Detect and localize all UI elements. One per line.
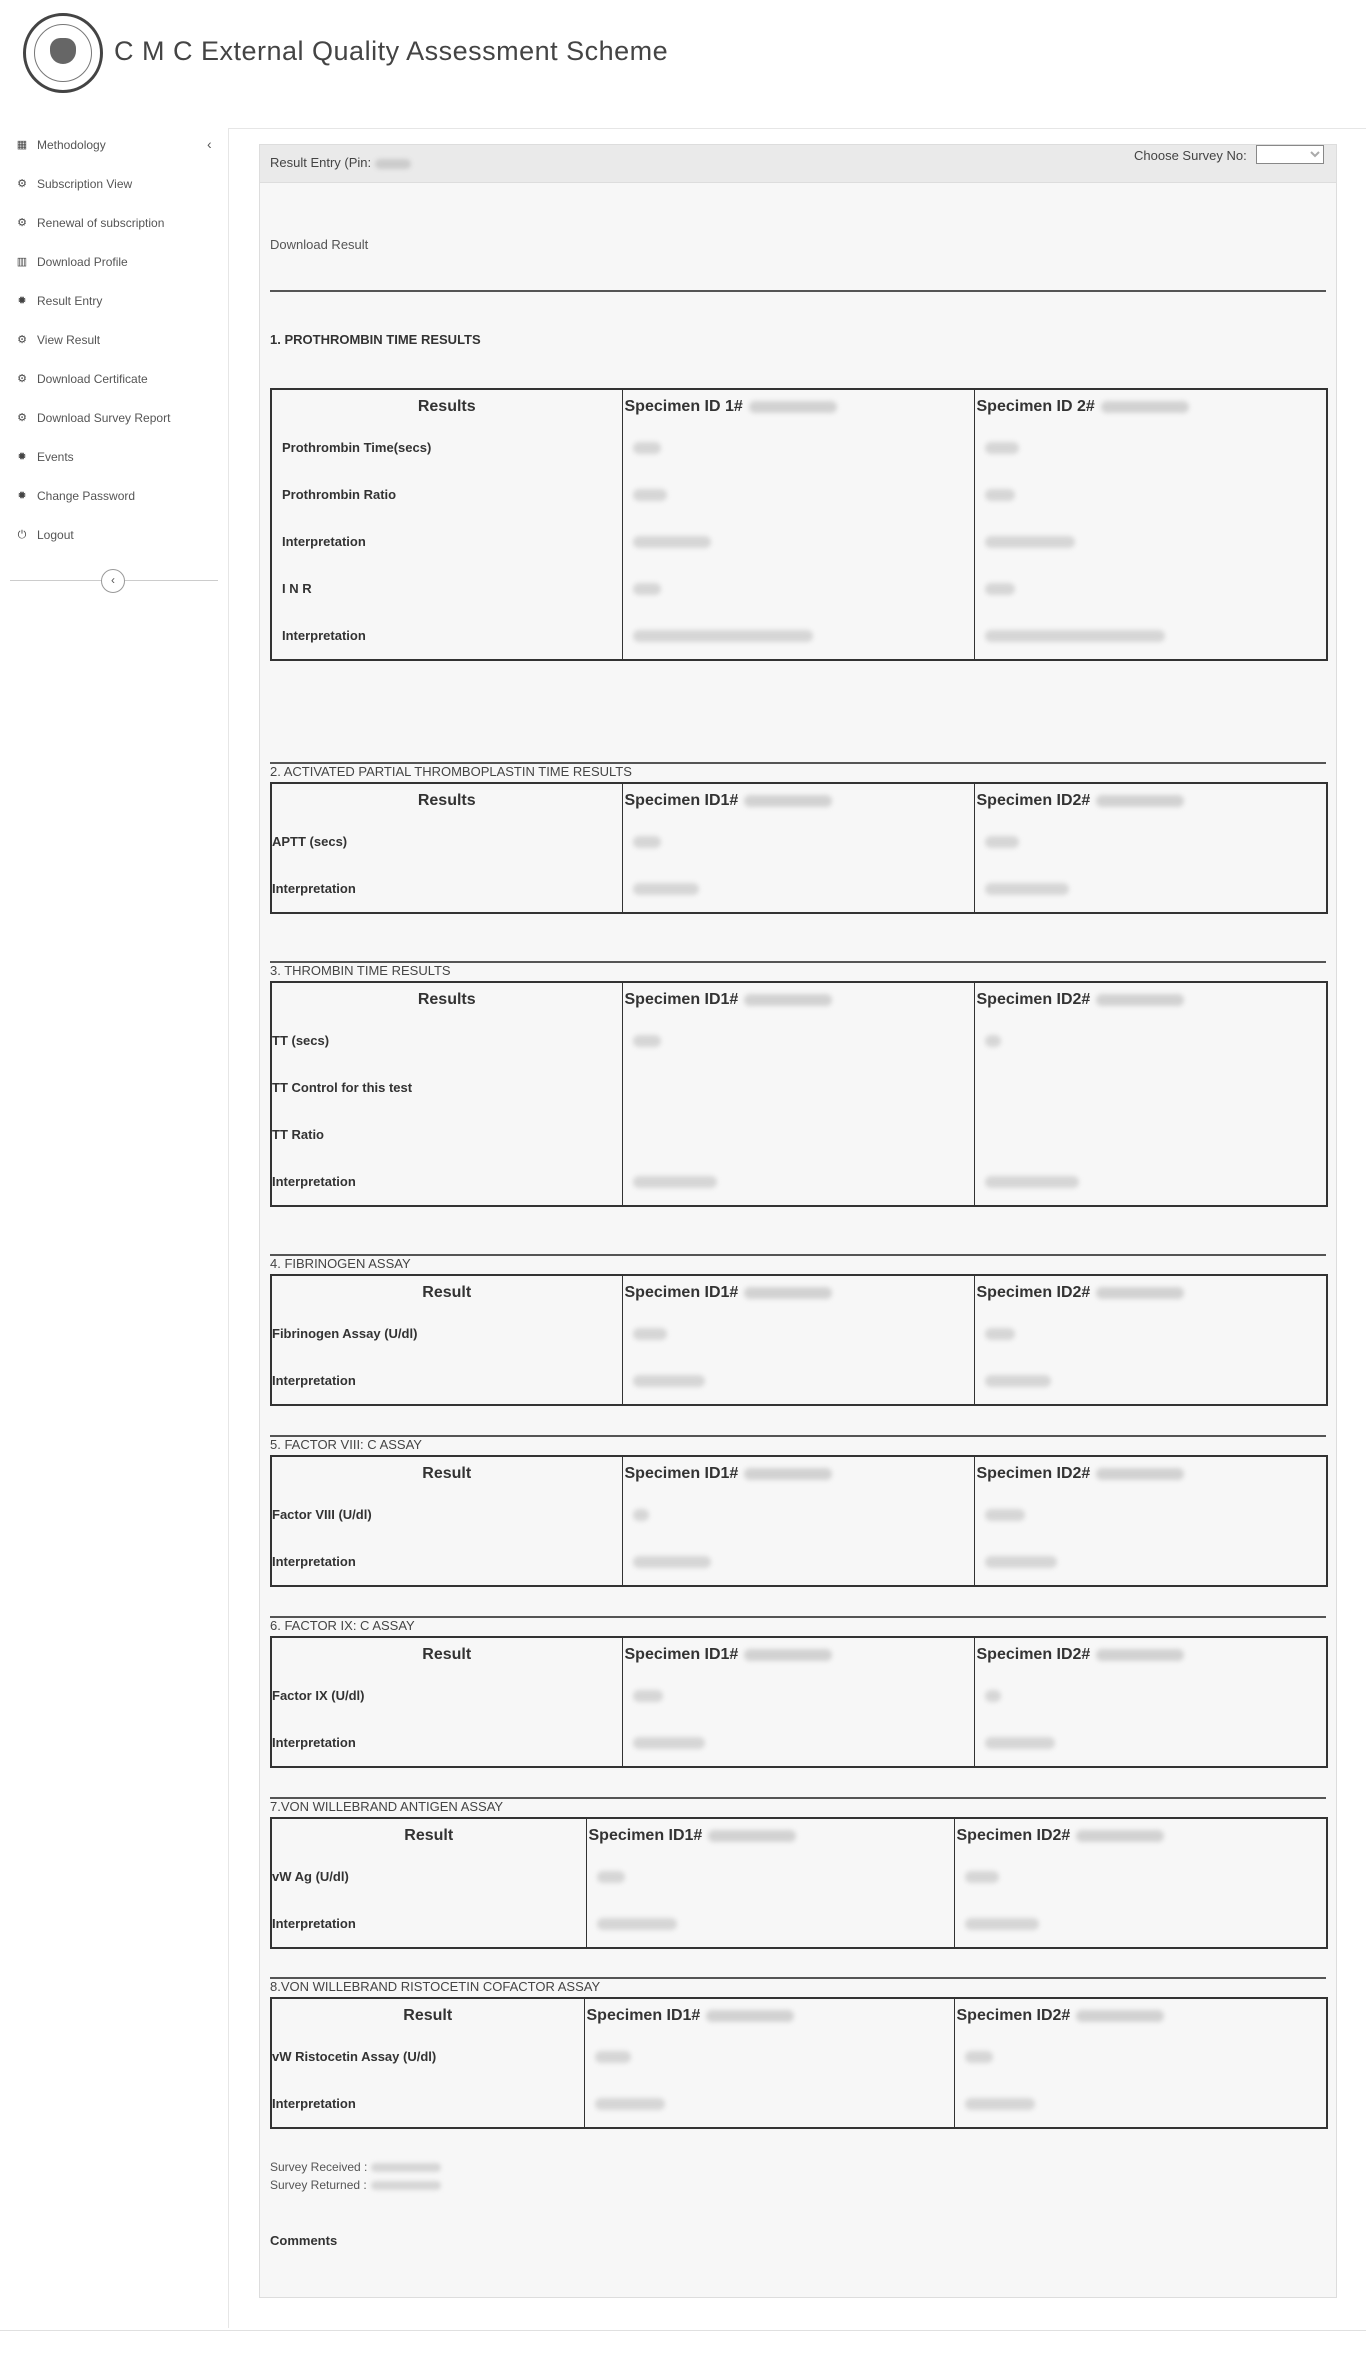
sidebar-item-change-password[interactable]	[0, 483, 228, 513]
result-entry-pin-label: Result Entry (Pin:	[270, 155, 411, 170]
value-field[interactable]	[623, 818, 974, 865]
value-field[interactable]	[975, 612, 1327, 659]
value-field[interactable]	[623, 1357, 974, 1404]
survey-number-select[interactable]	[1256, 145, 1324, 164]
specimen-2-cell	[974, 389, 1327, 660]
divider	[270, 1616, 1326, 1618]
aptt-table	[270, 782, 1328, 914]
sidebar-item-label: Methodology	[37, 138, 106, 152]
row-label: Factor IX (U/dl)	[272, 1688, 365, 1703]
value-field[interactable]	[623, 1491, 974, 1538]
sidebar-item-result-entry[interactable]	[0, 288, 228, 318]
panel-header	[260, 145, 1336, 183]
value-field[interactable]	[975, 1491, 1327, 1538]
value-field[interactable]	[955, 1853, 1327, 1900]
value-field[interactable]	[975, 818, 1327, 865]
specimen-1-cell	[622, 1637, 974, 1767]
table-row	[271, 1456, 1327, 1586]
sidebar-item-label: View Result	[37, 333, 101, 347]
gear-icon: ✹	[17, 451, 27, 463]
sidebar-item-view-result[interactable]	[0, 327, 228, 357]
results-label-cell	[271, 1998, 584, 2128]
sidebar-item-label: Logout	[37, 528, 74, 542]
sidebar-item-download-profile[interactable]	[0, 249, 228, 279]
value-field[interactable]	[623, 1538, 974, 1585]
column-header: Result	[403, 2007, 453, 2024]
redacted-specimen-id	[1096, 795, 1184, 807]
table-row	[271, 1998, 1327, 2128]
site-header	[0, 0, 1366, 129]
row-label: Interpretation	[272, 1735, 356, 1750]
specimen-1-cell	[622, 783, 974, 913]
column-header: Result	[404, 1827, 454, 1844]
column-header: Specimen ID2#	[975, 1457, 1327, 1491]
sidebar-item-renewal[interactable]	[0, 210, 228, 240]
row-label: Fibrinogen Assay (U/dl)	[272, 1326, 418, 1341]
row-label: Interpretation	[272, 1916, 356, 1931]
thrombin-time-table	[270, 981, 1328, 1207]
result-panel	[259, 144, 1337, 2298]
column-header: Specimen ID2#	[955, 1819, 1327, 1853]
column-header: Specimen ID2#	[975, 1276, 1327, 1310]
gears-icon: ⚙	[17, 178, 27, 190]
value-field[interactable]	[623, 1310, 974, 1357]
row-label: Interpretation	[272, 881, 356, 896]
value-field[interactable]	[955, 2033, 1327, 2080]
section-title: 5. FACTOR VIII: C ASSAY	[270, 1437, 422, 1452]
column-header: Specimen ID1#	[585, 1999, 954, 2033]
divider	[270, 1435, 1326, 1437]
value-field[interactable]	[975, 1017, 1327, 1064]
redacted-date	[371, 2163, 441, 2172]
column-header: Result	[422, 1646, 472, 1663]
value-field[interactable]	[975, 424, 1327, 471]
row-label: Interpretation	[272, 1373, 356, 1388]
table-row	[271, 783, 1327, 913]
column-header: Specimen ID 1#	[623, 390, 974, 424]
column-header: Results	[417, 792, 476, 809]
footer-divider	[0, 2330, 1366, 2331]
column-header: Result	[422, 1465, 472, 1482]
column-header: Specimen ID2#	[975, 784, 1327, 818]
row-label: TT Ratio	[272, 1127, 324, 1142]
prothrombin-time-table	[270, 388, 1328, 661]
column-header: Specimen ID2#	[975, 983, 1327, 1017]
value-field[interactable]	[975, 1672, 1327, 1719]
value-field[interactable]	[955, 2080, 1327, 2127]
bar-chart-icon: ▥	[16, 256, 28, 268]
value-field[interactable]	[975, 1357, 1327, 1404]
value-field[interactable]	[585, 2033, 954, 2080]
sidebar	[0, 128, 229, 2328]
redacted-pin	[375, 159, 411, 169]
row-label: vW Ristocetin Assay (U/dl)	[272, 2049, 437, 2064]
sidebar-item-label: Change Password	[37, 489, 136, 503]
column-header: Results	[417, 398, 476, 415]
sidebar-item-label: Subscription View	[37, 177, 133, 191]
table-row	[271, 1818, 1327, 1948]
row-label: Interpretation	[282, 534, 366, 549]
gears-icon: ⚙	[17, 412, 27, 424]
row-label: TT (secs)	[272, 1033, 330, 1048]
value-field[interactable]	[975, 1111, 1327, 1158]
row-label: Interpretation	[272, 1174, 356, 1189]
redacted-specimen-id	[1096, 994, 1184, 1006]
table-row	[271, 1275, 1327, 1405]
survey-received: Survey Received :	[270, 2160, 441, 2174]
sidebar-item-logout[interactable]	[0, 522, 228, 552]
column-header: Specimen ID1#	[623, 1457, 974, 1491]
gear-icon: ✹	[17, 490, 27, 502]
vwf-antigen-table	[270, 1817, 1328, 1949]
specimen-2-cell	[974, 783, 1327, 913]
specimen-1-cell	[584, 1998, 954, 2128]
table-row	[271, 389, 1327, 660]
table-row	[271, 1637, 1327, 1767]
specimen-1-cell	[622, 982, 974, 1206]
sidebar-item-label: Result Entry	[37, 294, 103, 308]
redacted-specimen-id	[706, 2010, 794, 2022]
specimen-1-cell	[586, 1818, 954, 1948]
row-label: APTT (secs)	[272, 834, 348, 849]
divider	[270, 1254, 1326, 1256]
site-title: C M C External Quality Assessment Scheme	[114, 36, 669, 66]
specimen-2-cell	[974, 1456, 1327, 1586]
redacted-specimen-id	[744, 1649, 832, 1661]
specimen-2-cell	[974, 1275, 1327, 1405]
download-result-link[interactable]: Download Result	[270, 237, 369, 252]
column-header: Specimen ID 2#	[975, 390, 1327, 424]
value-field[interactable]	[975, 565, 1327, 612]
factor-ix-table	[270, 1636, 1328, 1768]
specimen-2-cell	[954, 1818, 1327, 1948]
gears-icon: ⚙	[17, 217, 27, 229]
redacted-specimen-id	[1096, 1287, 1184, 1299]
row-label: vW Ag (U/dl)	[272, 1869, 349, 1884]
vwf-ristocetin-table	[270, 1997, 1328, 2129]
fibrinogen-table	[270, 1274, 1328, 1406]
section-title: 6. FACTOR IX: C ASSAY	[270, 1618, 415, 1633]
value-field[interactable]	[585, 2080, 954, 2127]
value-field[interactable]	[623, 612, 974, 659]
column-header: Specimen ID1#	[623, 1638, 974, 1672]
section-title: 3. THROMBIN TIME RESULTS	[270, 963, 451, 978]
row-label: Prothrombin Time(secs)	[282, 440, 432, 455]
redacted-specimen-id	[1101, 401, 1189, 413]
sidebar-item-download-survey-report[interactable]	[0, 405, 228, 435]
value-field[interactable]	[955, 1900, 1327, 1947]
value-field[interactable]	[623, 1017, 974, 1064]
section-title: 1. PROTHROMBIN TIME RESULTS	[270, 332, 481, 347]
gears-icon: ⚙	[17, 334, 27, 346]
value-field[interactable]	[623, 1672, 974, 1719]
results-label-cell	[271, 1456, 622, 1586]
value-field[interactable]	[623, 1158, 974, 1205]
specimen-1-cell	[622, 389, 974, 660]
value-field[interactable]	[975, 1064, 1327, 1111]
results-label-cell	[271, 783, 622, 913]
sidebar-item-methodology[interactable]	[0, 132, 228, 162]
sidebar-collapse-button[interactable]: ‹	[101, 569, 125, 593]
redacted-specimen-id	[1096, 1649, 1184, 1661]
value-field[interactable]	[587, 1900, 954, 1947]
results-label-cell	[271, 982, 622, 1206]
sidebar-item-download-certificate[interactable]	[0, 366, 228, 396]
row-label: Interpretation	[272, 1554, 356, 1569]
survey-returned: Survey Returned :	[270, 2178, 441, 2192]
specimen-1-cell	[622, 1275, 974, 1405]
column-header: Specimen ID1#	[623, 983, 974, 1017]
column-header: Result	[422, 1284, 472, 1301]
value-field[interactable]	[975, 1719, 1327, 1766]
choose-survey-label: Choose Survey No:	[1134, 148, 1247, 163]
comments-label: Comments	[270, 2233, 338, 2248]
value-field[interactable]	[623, 865, 974, 912]
value-field[interactable]	[975, 1538, 1327, 1585]
sidebar-item-label: Download Certificate	[37, 372, 148, 386]
value-field[interactable]	[975, 1310, 1327, 1357]
redacted-specimen-id	[744, 994, 832, 1006]
value-field[interactable]	[623, 1719, 974, 1766]
sidebar-item-subscription-view[interactable]	[0, 171, 228, 201]
results-label-cell	[271, 389, 622, 660]
results-label-cell	[271, 1818, 586, 1948]
redacted-specimen-id	[1076, 1830, 1164, 1842]
row-label: Interpretation	[282, 628, 366, 643]
redacted-specimen-id	[1096, 1468, 1184, 1480]
row-label: Prothrombin Ratio	[282, 487, 397, 502]
value-field[interactable]	[623, 518, 974, 565]
results-label-cell	[271, 1637, 622, 1767]
column-header: Results	[417, 991, 476, 1008]
results-label-cell	[271, 1275, 622, 1405]
value-field[interactable]	[623, 1111, 974, 1158]
value-field[interactable]	[623, 424, 974, 471]
column-header: Specimen ID2#	[975, 1638, 1327, 1672]
value-field[interactable]	[975, 471, 1327, 518]
column-header: Specimen ID2#	[955, 1999, 1327, 2033]
specimen-2-cell	[954, 1998, 1327, 2128]
value-field[interactable]	[587, 1853, 954, 1900]
sidebar-item-label: Events	[37, 450, 74, 464]
gear-icon: ✹	[17, 295, 27, 307]
section-title: 2. ACTIVATED PARTIAL THROMBOPLASTIN TIME RESULTS	[270, 764, 632, 779]
row-label: TT Control for this test	[272, 1080, 413, 1095]
factor-viii-table	[270, 1455, 1328, 1587]
redacted-specimen-id	[744, 1468, 832, 1480]
value-field[interactable]	[975, 865, 1327, 912]
redacted-specimen-id	[1076, 2010, 1164, 2022]
table-icon: ▦	[16, 139, 28, 151]
value-field[interactable]	[975, 1158, 1327, 1205]
section-title: 7.VON WILLEBRAND ANTIGEN ASSAY	[270, 1799, 504, 1814]
table-row	[271, 982, 1327, 1206]
redacted-specimen-id	[708, 1830, 796, 1842]
section-title: 8.VON WILLEBRAND RISTOCETIN COFACTOR ASSAY	[270, 1979, 601, 1994]
column-header: Specimen ID1#	[587, 1819, 954, 1853]
value-field[interactable]	[975, 518, 1327, 565]
redacted-specimen-id	[744, 795, 832, 807]
value-field[interactable]	[623, 471, 974, 518]
redacted-specimen-id	[749, 401, 837, 413]
cmc-logo	[23, 13, 103, 93]
sidebar-item-events[interactable]	[0, 444, 228, 474]
column-header: Specimen ID1#	[623, 1276, 974, 1310]
section-title: 4. FIBRINOGEN ASSAY	[270, 1256, 411, 1271]
chevron-left-icon[interactable]: ‹	[207, 136, 212, 152]
specimen-1-cell	[622, 1456, 974, 1586]
value-field[interactable]	[623, 565, 974, 612]
redacted-specimen-id	[744, 1287, 832, 1299]
divider	[270, 290, 1326, 292]
row-label: Factor VIII (U/dl)	[272, 1507, 372, 1522]
sidebar-item-label: Download Profile	[37, 255, 128, 269]
redacted-date	[371, 2181, 441, 2190]
sidebar-item-label: Renewal of subscription	[37, 216, 165, 230]
gears-icon: ⚙	[17, 373, 27, 385]
row-label: Interpretation	[272, 2096, 356, 2111]
specimen-2-cell	[974, 982, 1327, 1206]
value-field[interactable]	[623, 1064, 974, 1111]
specimen-2-cell	[974, 1637, 1327, 1767]
column-header: Specimen ID1#	[623, 784, 974, 818]
sidebar-item-label: Download Survey Report	[37, 411, 171, 425]
row-label: I N R	[282, 581, 312, 596]
power-icon: ⏻	[17, 529, 27, 541]
